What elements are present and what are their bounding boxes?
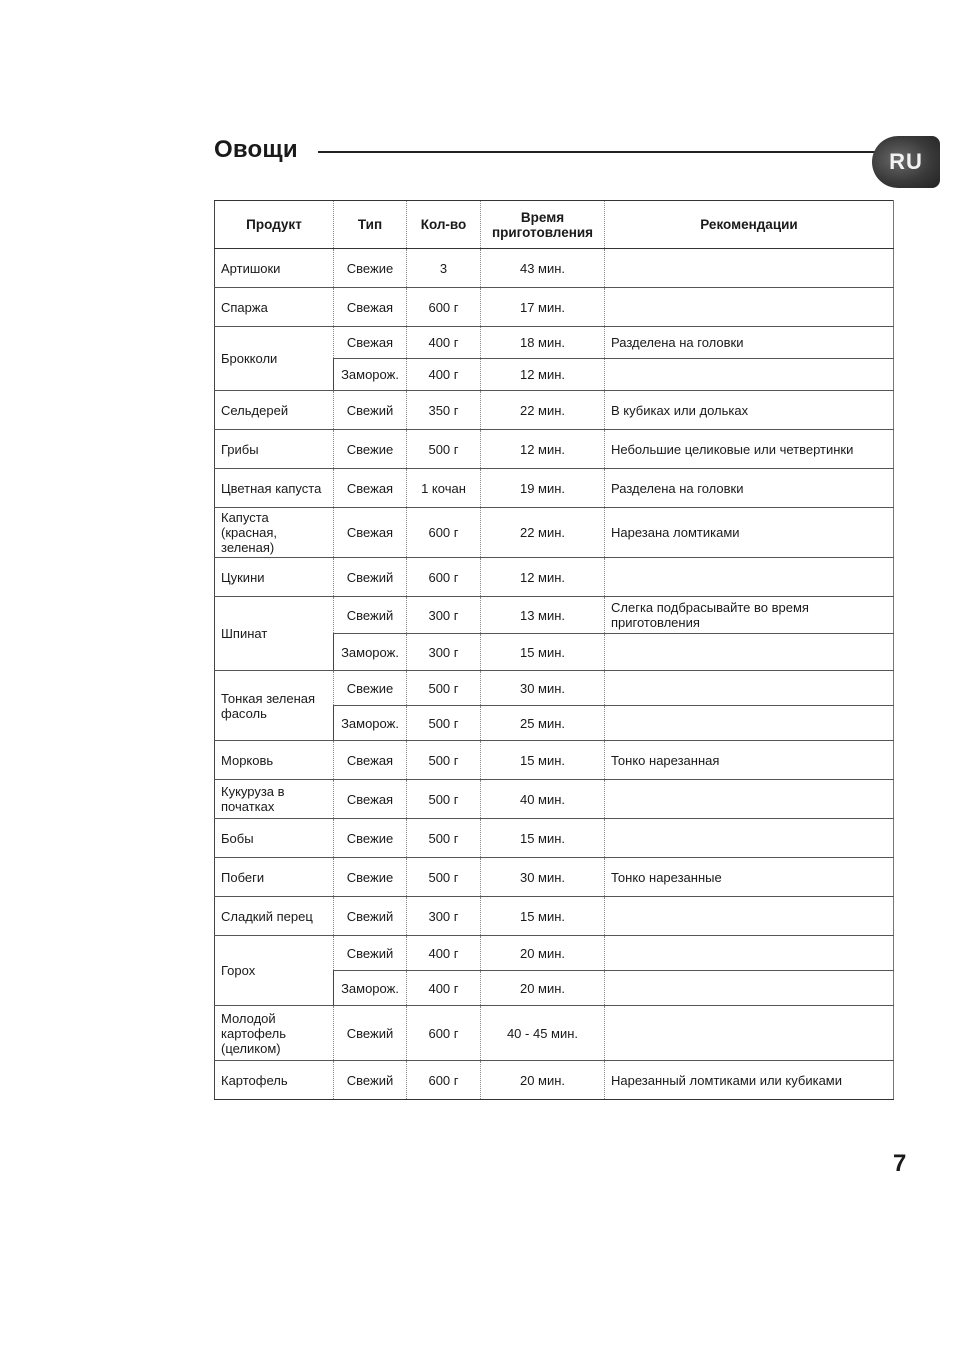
cell-recommendation bbox=[605, 558, 894, 597]
cell-type: Заморож. bbox=[334, 359, 407, 391]
cell-type: Свежий bbox=[334, 558, 407, 597]
header-quantity: Кол-во bbox=[407, 201, 481, 249]
cell-type: Свежие bbox=[334, 819, 407, 858]
table-row bbox=[215, 558, 894, 597]
table-row bbox=[215, 1006, 894, 1061]
table-row bbox=[215, 508, 894, 558]
cell-type: Свежий bbox=[334, 391, 407, 430]
cell-quantity: 3 bbox=[407, 249, 481, 288]
cell-quantity: 300 г bbox=[407, 634, 481, 671]
table-row bbox=[215, 391, 894, 430]
cell-product: Морковь bbox=[215, 741, 334, 780]
cell-quantity: 500 г bbox=[407, 780, 481, 819]
cell-recommendation: Небольшие целиковые или четвертинки bbox=[605, 430, 894, 469]
cell-type: Заморож. bbox=[334, 971, 407, 1006]
cell-time: 25 мин. bbox=[481, 706, 605, 741]
table-row bbox=[215, 249, 894, 288]
cell-type: Свежая bbox=[334, 741, 407, 780]
cell-quantity: 400 г bbox=[407, 327, 481, 359]
cell-recommendation bbox=[605, 249, 894, 288]
cell-recommendation bbox=[605, 706, 894, 741]
table-row bbox=[215, 780, 894, 819]
header-type: Тип bbox=[334, 201, 407, 249]
cell-product: Сельдерей bbox=[215, 391, 334, 430]
cell-quantity: 300 г bbox=[407, 597, 481, 634]
cell-type: Свежая bbox=[334, 780, 407, 819]
cell-product: Цветная капуста bbox=[215, 469, 334, 508]
cell-type: Свежие bbox=[334, 249, 407, 288]
cell-time: 13 мин. bbox=[481, 597, 605, 634]
cell-type: Свежий bbox=[334, 1061, 407, 1100]
cell-time: 18 мин. bbox=[481, 327, 605, 359]
cell-time: 20 мин. bbox=[481, 1061, 605, 1100]
cell-quantity: 350 г bbox=[407, 391, 481, 430]
cell-recommendation: Разделена на головки bbox=[605, 469, 894, 508]
table-row bbox=[215, 1061, 894, 1100]
cell-type: Свежая bbox=[334, 288, 407, 327]
cell-time: 22 мин. bbox=[481, 508, 605, 558]
table-row bbox=[215, 897, 894, 936]
cell-recommendation bbox=[605, 288, 894, 327]
cell-time: 30 мин. bbox=[481, 858, 605, 897]
cell-quantity: 600 г bbox=[407, 1061, 481, 1100]
cell-product: Шпинат bbox=[215, 597, 334, 671]
cell-time: 40 мин. bbox=[481, 780, 605, 819]
cell-time: 22 мин. bbox=[481, 391, 605, 430]
cell-product: Побеги bbox=[215, 858, 334, 897]
cell-recommendation: В кубиках или дольках bbox=[605, 391, 894, 430]
cell-type: Свежие bbox=[334, 430, 407, 469]
cell-product: Кукуруза в початках bbox=[215, 780, 334, 819]
table-row bbox=[215, 741, 894, 780]
cell-type: Свежий bbox=[334, 597, 407, 634]
cell-quantity: 500 г bbox=[407, 671, 481, 706]
page-title: Овощи bbox=[214, 136, 298, 163]
cell-product: Капуста (красная, зеленая) bbox=[215, 508, 334, 558]
table-row bbox=[215, 288, 894, 327]
cell-time: 43 мин. bbox=[481, 249, 605, 288]
cell-quantity: 500 г bbox=[407, 858, 481, 897]
cell-recommendation bbox=[605, 819, 894, 858]
cell-quantity: 400 г bbox=[407, 936, 481, 971]
page-number: 7 bbox=[893, 1150, 907, 1177]
cell-type: Свежий bbox=[334, 1006, 407, 1061]
cell-recommendation bbox=[605, 1006, 894, 1061]
cell-product: Артишоки bbox=[215, 249, 334, 288]
cell-recommendation bbox=[605, 359, 894, 391]
cell-recommendation bbox=[605, 897, 894, 936]
table-row bbox=[215, 936, 894, 971]
header-time: Время приготовления bbox=[481, 201, 605, 249]
cell-recommendation: Тонко нарезанная bbox=[605, 741, 894, 780]
cell-product: Горох bbox=[215, 936, 334, 1006]
table-row bbox=[215, 597, 894, 634]
cell-product: Бобы bbox=[215, 819, 334, 858]
cell-type: Свежая bbox=[334, 327, 407, 359]
cell-recommendation: Слегка подбрасывайте во время приготовления bbox=[605, 597, 894, 634]
cell-quantity: 400 г bbox=[407, 971, 481, 1006]
cell-time: 12 мин. bbox=[481, 558, 605, 597]
cell-product: Спаржа bbox=[215, 288, 334, 327]
cell-recommendation bbox=[605, 971, 894, 1006]
table-header-row bbox=[215, 201, 894, 249]
cell-recommendation bbox=[605, 780, 894, 819]
cell-quantity: 600 г bbox=[407, 1006, 481, 1061]
cell-type: Свежий bbox=[334, 897, 407, 936]
cell-time: 17 мин. bbox=[481, 288, 605, 327]
table-row bbox=[215, 327, 894, 359]
cell-quantity: 500 г bbox=[407, 741, 481, 780]
table-row bbox=[215, 819, 894, 858]
cell-type: Свежий bbox=[334, 936, 407, 971]
cell-time: 15 мин. bbox=[481, 819, 605, 858]
cell-recommendation bbox=[605, 936, 894, 971]
cell-product: Брокколи bbox=[215, 327, 334, 391]
cell-time: 12 мин. bbox=[481, 430, 605, 469]
table-row bbox=[215, 469, 894, 508]
cell-type: Свежая bbox=[334, 469, 407, 508]
cell-quantity: 1 кочан bbox=[407, 469, 481, 508]
cell-quantity: 600 г bbox=[407, 508, 481, 558]
cell-type: Заморож. bbox=[334, 634, 407, 671]
cell-type: Свежая bbox=[334, 508, 407, 558]
cell-recommendation: Нарезана ломтиками bbox=[605, 508, 894, 558]
cell-recommendation bbox=[605, 671, 894, 706]
cell-quantity: 500 г bbox=[407, 819, 481, 858]
cell-time: 15 мин. bbox=[481, 897, 605, 936]
cell-type: Свежие bbox=[334, 858, 407, 897]
cell-product: Цукини bbox=[215, 558, 334, 597]
cell-time: 15 мин. bbox=[481, 634, 605, 671]
cell-product: Картофель bbox=[215, 1061, 334, 1100]
cell-product: Тонкая зеленая фасоль bbox=[215, 671, 334, 741]
cell-time: 20 мин. bbox=[481, 936, 605, 971]
header-recommendations: Рекомендации bbox=[605, 201, 894, 249]
cell-quantity: 500 г bbox=[407, 706, 481, 741]
cell-recommendation: Разделена на головки bbox=[605, 327, 894, 359]
vegetables-cooking-table bbox=[214, 200, 894, 1100]
cell-quantity: 500 г bbox=[407, 430, 481, 469]
cell-product: Грибы bbox=[215, 430, 334, 469]
table-row bbox=[215, 858, 894, 897]
cell-product: Сладкий перец bbox=[215, 897, 334, 936]
table-row bbox=[215, 430, 894, 469]
cell-time: 40 - 45 мин. bbox=[481, 1006, 605, 1061]
cell-quantity: 400 г bbox=[407, 359, 481, 391]
cell-recommendation: Тонко нарезанные bbox=[605, 858, 894, 897]
cell-quantity: 600 г bbox=[407, 558, 481, 597]
cell-product: Молодой картофель (целиком) bbox=[215, 1006, 334, 1061]
cell-quantity: 600 г bbox=[407, 288, 481, 327]
header-product: Продукт bbox=[215, 201, 334, 249]
cell-recommendation: Нарезанный ломтиками или кубиками bbox=[605, 1061, 894, 1100]
table-row bbox=[215, 671, 894, 706]
cell-time: 19 мин. bbox=[481, 469, 605, 508]
language-badge: RU bbox=[872, 136, 940, 188]
cell-time: 30 мин. bbox=[481, 671, 605, 706]
cell-type: Свежие bbox=[334, 671, 407, 706]
cell-type: Заморож. bbox=[334, 706, 407, 741]
cell-time: 15 мин. bbox=[481, 741, 605, 780]
cell-time: 20 мин. bbox=[481, 971, 605, 1006]
table-body bbox=[215, 249, 894, 1100]
cell-recommendation bbox=[605, 634, 894, 671]
cell-quantity: 300 г bbox=[407, 897, 481, 936]
title-divider bbox=[318, 151, 878, 153]
cell-time: 12 мин. bbox=[481, 359, 605, 391]
